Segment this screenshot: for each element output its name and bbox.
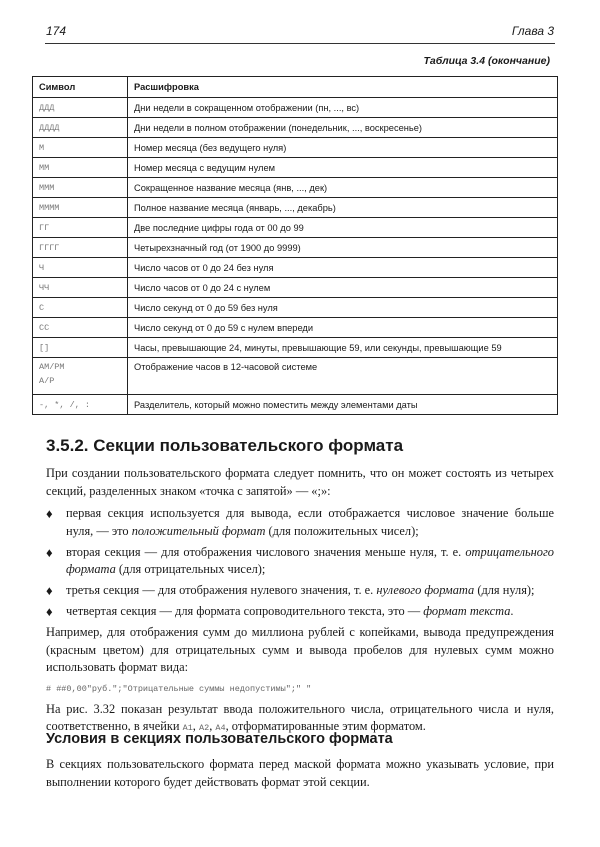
symbol: С [39,302,45,313]
symbol: -, *, /, : [39,399,91,410]
table-row [33,198,558,218]
symbol-cell [33,98,128,118]
description-cell: Дни недели в сокращенном отображении (пн, ..., вс) [128,98,558,118]
example-paragraph: Например, для отображения сумм до миллиона рублей с копейками, вывода предупреждения (красным цветом) для отрицательных сумм и вывода пробелов для нулевых сумм можно использовать формат вида: [46,625,554,674]
cell-ref: A1 [182,723,193,733]
description-cell: Дни недели в полном отображении (понедельник, ..., воскресенье) [128,118,558,138]
symbol: МММ [39,182,55,193]
section-list [46,505,554,621]
description-cell: Номер месяца (без ведущего нуля) [128,138,558,158]
symbol-cell [33,178,128,198]
symbol-cell [33,278,128,298]
table-row [33,158,558,178]
table-row [33,138,558,158]
description-cell: Число часов от 0 до 24 с нулем [128,278,558,298]
symbol-cell [33,158,128,178]
description-cell: Сокращенное название месяца (янв, ..., дек) [128,178,558,198]
table-row [33,118,558,138]
page-number: 174 [46,24,67,38]
description-cell: Номер месяца с ведущим нулем [128,158,558,178]
text: (для отрицательных чисел); [115,562,266,576]
term: положительный формат [131,523,266,538]
term: нулевого формата [376,583,475,597]
text: четвертая секция — для формата сопроводительного текста, это — [66,604,424,618]
symbol-cell [33,358,128,395]
description-cell: Число секунд от 0 до 59 без нуля [128,298,558,318]
table-caption: Таблица 3.4 (окончание) [423,55,550,67]
diamond-bullet-icon: ♦ [46,583,53,598]
text: . [510,604,514,618]
list-item [46,603,554,621]
text: третья секция — для отображения нулевого значения, т. е. [66,583,377,597]
format-symbols-table [32,76,558,415]
symbol-cell [33,298,128,318]
section-title: 3.5.2. Секции пользовательского формата [46,436,404,455]
symbol-cell [33,238,128,258]
table-row [33,178,558,198]
table-row [33,98,558,118]
text: , [192,719,199,733]
table-row [33,298,558,318]
diamond-bullet-icon: ♦ [46,604,53,619]
diamond-bullet-icon: ♦ [46,506,53,521]
table-row [33,278,558,298]
symbol: ЧЧ [39,282,50,293]
symbol: ММММ [39,202,60,213]
text: первая секция используется для вывода, если отображается числовое значение больше нуля, — это [66,506,554,538]
list-item [46,544,554,579]
table-row [33,238,558,258]
text: На рис. 3.32 показан результат ввода положительного числа, отрицательного числа и нуля, соответственно, в ячейки [46,701,554,733]
description-cell: Полное название месяца (январь, ..., декабрь) [128,198,558,218]
symbol: М [39,142,45,153]
text: , [209,719,216,733]
description-cell: Разделитель, который можно поместить между элементами даты [128,395,558,415]
symbol: AM/PM [39,362,65,372]
cell-ref: A4 [215,723,226,733]
symbol-cell [33,395,128,415]
text: , отформатированные этим форматом. [225,719,426,733]
text: вторая секция — для отображения числового значения меньше нуля, т. е. [66,544,466,559]
table-row [33,318,558,338]
symbol-cell [33,318,128,338]
table-row [33,338,558,358]
symbol-cell [33,198,128,218]
column-header: Расшифровка [128,77,558,98]
table-row [33,258,558,278]
term: отрицательного формата [66,544,554,576]
symbol: ММ [39,162,50,173]
text: (для нуля); [474,583,535,597]
symbol: [] [39,342,50,353]
symbol: ГГ [39,222,50,233]
symbol: ДДД [39,102,55,113]
diamond-bullet-icon: ♦ [46,544,53,560]
chapter-label: Глава 3 [511,24,554,38]
symbol: ДДДД [39,122,60,133]
subsection-paragraph: В секциях пользовательского формата перед маской формата можно указывать условие, при выполнении которого будет действовать формат этой секции. [46,757,554,789]
format-code: # ##0,00"руб.";"Отрицательные суммы недопустимы";" " [46,683,312,694]
text: (для положительных чисел); [265,523,419,538]
header-rule [45,43,555,44]
section-body [46,465,554,736]
term: формат текста [423,604,511,618]
symbol: Ч [39,262,45,273]
description-cell: Отображение часов в 12-часовой системе [128,358,558,395]
column-header: Символ [33,77,128,98]
description-cell: Число часов от 0 до 24 без нуля [128,258,558,278]
symbol-cell [33,118,128,138]
symbol-cell [33,338,128,358]
symbol: A/P [39,376,55,386]
symbol-cell [33,138,128,158]
table-row [33,395,558,415]
symbol: ГГГГ [39,242,60,253]
symbol-cell [33,258,128,278]
description-cell: Число секунд от 0 до 59 с нулем впереди [128,318,558,338]
description-cell: Часы, превышающие 24, минуты, превышающие 59, или секунды, превышающие 59 [128,338,558,358]
intro-paragraph: При создании пользовательского формата следует помнить, что он может состоять из четырех секций, разделенных знаком «точка с запятой» — «;»: [46,466,554,498]
description-cell: Четырехзначный год (от 1900 до 9999) [128,238,558,258]
cell-ref: A2 [199,723,210,733]
subsection-title: Условия в секциях пользовательского формата [46,731,393,747]
table-row [33,358,558,395]
table-row [33,218,558,238]
symbol: СС [39,322,50,333]
symbol-cell [33,218,128,238]
description-cell: Две последние цифры года от 00 до 99 [128,218,558,238]
list-item [46,505,554,540]
list-item [46,582,554,600]
